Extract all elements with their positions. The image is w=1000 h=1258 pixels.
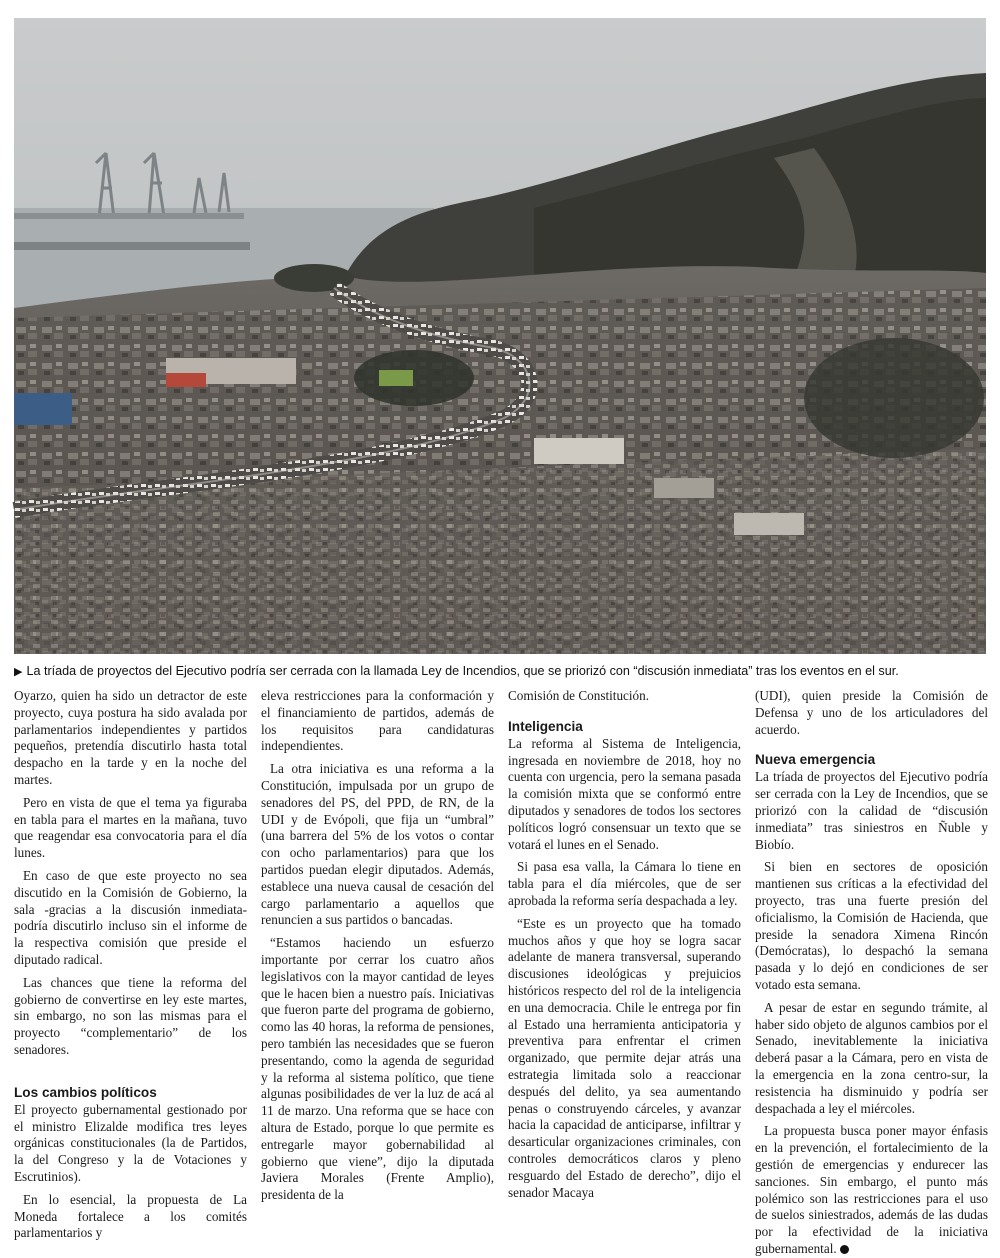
- paragraph: Las chances que tiene la reforma del gobierno de convertirse en ley este martes, sin embargo, no son las mismas para el proyecto “complementario” de los senadores.: [14, 974, 247, 1057]
- paragraph: “Este es un proyecto que ha tomado muchos años y que hoy se logra sacar adelante de manera transversal, superando discusiones ideológicas y prejuicios históricos respecto del rol de la inteligencia en una democracia. Chile le entrega por fin al Estado una herramienta anticipatoria y preventiva para enfrentar el crimen organizado, que permite dejar atrás una estrategia limitada solo a reaccionar después del delito, ya sea aumentando penas o construyendo cárceles, y avanzar hacia la capacidad de anticiparse, infiltrar y desarticular organizaciones criminales, con controles democráticos claros y pleno resguardo del Estado de derecho”, dijo el senador Macaya: [508, 915, 741, 1200]
- paragraph: La reforma al Sistema de Inteligencia, ingresada en noviembre de 2018, hoy no cuenta con urgencia, pero la semana pasada la comisión mixta que se conformó entre diputados y senadores de todos los sectores políticos logró consensuar un texto que se votará el lunes en el Senado.: [508, 735, 741, 852]
- burned-hillside-photo: [14, 18, 986, 654]
- paragraph: (UDI), quien preside la Comisión de Defensa y uno de los articuladores del acuerdo.: [755, 688, 988, 737]
- paragraph: Comisión de Constitución.: [508, 688, 650, 703]
- article-column-3: [508, 688, 741, 1200]
- paragraph: “Estamos haciendo un esfuerzo importante por cerrar los cuatro años legislativos con la mayor cantidad de leyes que le hacen bien a nuestro país. Iniciativas que fueron parte del programa de gobierno, como las 40 horas, la reforma de pensiones, pero también las necesidades que se fueron presentando, como la agenda de seguridad y la reforma al sistema político, que tiene algunas posibilidades de ver la luz de acá al 11 de marzo. Una reforma que se hace con altura de Estado, porque lo que permite es entregarle mayor gobernabilidad al gobierno que viene”, dijo la diputada Javiera Morales (Frente Amplio), presidenta de la: [261, 935, 494, 1203]
- article-column-1: [14, 688, 247, 1241]
- caption-arrow-icon: ▶: [14, 666, 23, 678]
- caption-text: La tríada de proyectos del Ejecutivo podría ser cerrada con la llamada Ley de Incendios, que se priorizó con “discusión inmediata” tras los eventos en el sur.: [26, 664, 899, 678]
- article-photo: [14, 18, 986, 654]
- paragraph: La otra iniciativa es una reforma a la Constitución, impulsada por un grupo de senadores del PS, del PPD, de RN, de la UDI y de Evópoli, que fija un “umbral” (una barrera del 5% de los votos o contar con ocho parlamentarios) para que los partidos puedan elegir diputados. Además, establece una nueva causal de cesación del cargo parlamentario a aquellos que renuncien a sus partidos o bancadas.: [261, 761, 494, 928]
- paragraph: Oyarzo, quien ha sido un detractor de este proyecto, cuya postura ha sido avalada por parlamentarios independientes y partidos pequeños, pretendía discutirlo hasta total despacho en la tarde y en la noche del martes.: [14, 688, 247, 787]
- paragraph: eleva restricciones para la conformación y el financiamiento de partidos, además de los requisitos para candidaturas independientes.: [261, 688, 494, 754]
- article-column-2: [261, 688, 494, 1203]
- section-heading: Inteligencia: [508, 718, 583, 734]
- paragraph: En lo esencial, la propuesta de La Moneda fortalece a los comités parlamentarios y: [14, 1191, 247, 1241]
- paragraph: Si bien en sectores de oposición mantienen sus críticas a la efectividad del proyecto, tras una fuerte presión del oficialismo, la Comisión de Hacienda, que preside la senadora Ximena Rincón (Demócratas), lo despachó la semana pasada y lo dejó en condiciones de ser votado esta semana.: [755, 859, 988, 992]
- paragraph: El proyecto gubernamental gestionado por el ministro Elizalde modifica tres leyes orgánicas constitucionales (la de Partidos, la del Congreso y la de Votaciones y Escrutinios).: [14, 1101, 247, 1184]
- article-column-4: [755, 688, 988, 1256]
- section-heading: Los cambios políticos: [14, 1084, 157, 1100]
- paragraph: Pero en vista de que el tema ya figuraba en tabla para el martes en la mañana, tuvo que reagendar esa convocatoria para el día lunes.: [14, 794, 247, 861]
- paragraph: A pesar de estar en segundo trámite, al haber sido objeto de algunos cambios por el Senado, inevitablemente la iniciativa deberá pasar a la Cámara, pero en vista de la emergencia en la zona centro-sur, la resistencia ha disminuido y podría ser despachada a ley el miércoles.: [755, 999, 988, 1116]
- photo-caption: [14, 663, 986, 680]
- paragraph: La tríada de proyectos del Ejecutivo podría ser cerrada con la Ley de Incendios, que se priorizó con la calidad de “discusión inmediata” tras siniestros en Ñuble y Biobío.: [755, 769, 988, 852]
- end-of-article-icon: [840, 1245, 849, 1254]
- paragraph-last: [755, 1123, 988, 1257]
- paragraph: En caso de que este proyecto no sea discutido en la Comisión de Gobierno, la sala -gracias a la discusión inmediata- podría discutirlo incluso sin el informe de la respectiva comisión que preside el diputado radical.: [14, 867, 247, 967]
- paragraph: Si pasa esa valla, la Cámara lo tiene en tabla para el día miércoles, que de ser aprobada la reforma sería despachada a ley.: [508, 859, 741, 908]
- section-heading: Nueva emergencia: [755, 752, 876, 768]
- paragraph-text: La propuesta busca poner mayor énfasis en la prevención, el fortalecimiento de la gestión de emergencias y endurecer las sanciones. Sin embargo, el punto más polémico son las restricciones para el uso de suelos siniestrados, además de las dudas por la efectividad de la iniciativa gubernamental.: [755, 1123, 988, 1256]
